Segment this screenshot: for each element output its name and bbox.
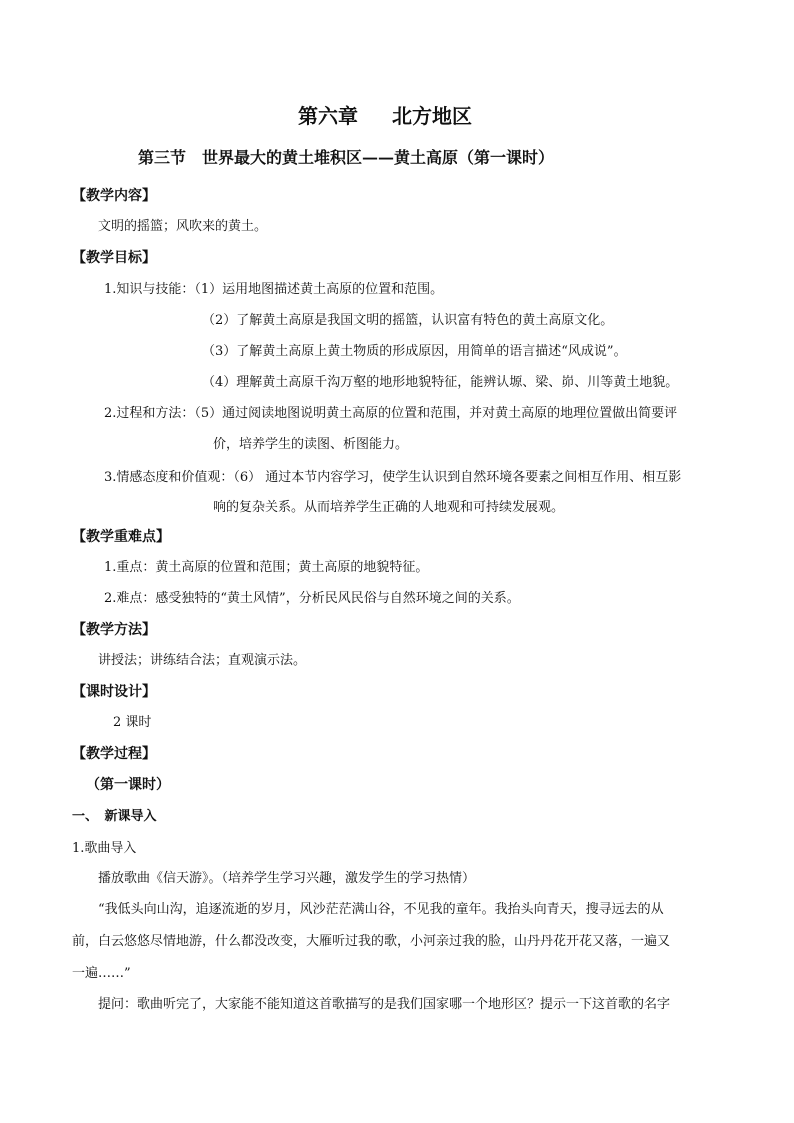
- lyric-line-1: “我低头向山沟，追逐流逝的岁月，风沙茫茫满山谷，不见我的童年。我抬头向青天，搜寻远去的从: [98, 902, 664, 917]
- goal-4: （4）理解黄土高原千沟万壑的地形地貌特征，能辨认塬、梁、峁、川等黄土地貌。: [202, 375, 679, 390]
- play-song: 播放歌曲《信天游》。（培养学生学习兴趣，激发学生的学习热情）: [98, 871, 476, 886]
- chapter-title: [298, 104, 472, 128]
- heading-content: 【教学内容】: [72, 188, 156, 204]
- heading-methods: 【教学方法】: [72, 622, 156, 638]
- key-point-1: 1.重点：黄土高原的位置和范围；黄土高原的地貌特征。: [104, 560, 429, 575]
- goal-6-line-1: 3.情感态度和价值观：（6） 通过本节内容学习，使学生认识到自然环境各要素之间相互作用、相互影: [104, 470, 682, 485]
- goal-6-line-2: 响的复杂关系。从而培养学生正确的人地观和可持续发展观。: [213, 500, 565, 515]
- question-text: 提问：歌曲听完了，大家能不能知道这首歌描写的是我们国家哪一个地形区？提示一下这首歌的名字: [98, 997, 671, 1012]
- lyric-line-3: 一遍……”: [72, 966, 131, 981]
- heading-process: 【教学过程】: [72, 746, 156, 762]
- chapter-region: 北方地区: [392, 104, 472, 128]
- content-text: 文明的摇篮；风吹来的黄土。: [98, 219, 268, 234]
- goal-2: （2）了解黄土高原是我国文明的摇篮，认识富有特色的黄土高原文化。: [202, 313, 614, 328]
- methods-text: 讲授法；讲练结合法；直观演示法。: [98, 653, 307, 668]
- lyric-line-2: 前，白云悠悠尽情地游，什么都没改变，大雁听过我的歌，小河亲过我的脸，山丹丹花开花又落，一遍又: [72, 934, 671, 949]
- goal-1: 1.知识与技能：（1）运用地图描述黄土高原的位置和范围。: [104, 282, 444, 297]
- chapter-number: 第六章: [298, 104, 358, 128]
- goal-5-line-1: 2.过程和方法：（5）通过阅读地图说明黄土高原的位置和范围，并对黄土高原的地理位置做出简要评: [104, 406, 678, 421]
- goal-3: （3）了解黄土高原上黄土物质的形成原因，用简单的语言描述“风成说”。: [202, 344, 627, 359]
- design-text: 2 课时: [113, 715, 152, 730]
- lesson-label: （第一课时）: [86, 777, 170, 793]
- heading-goals: 【教学目标】: [72, 250, 156, 266]
- heading-design: 【课时设计】: [72, 684, 156, 700]
- section-title: 第三节 世界最大的黄土堆积区——黄土高原（第一课时）: [138, 148, 555, 167]
- heading-key-points: 【教学重难点】: [72, 529, 170, 545]
- section-1-title: 一、 新课导入: [72, 809, 157, 824]
- key-point-2: 2.难点：感受独特的“黄土风情”，分析民风民俗与自然环境之间的关系。: [104, 591, 520, 606]
- step-1: 1.歌曲导入: [72, 841, 137, 856]
- goal-5-line-2: 价，培养学生的读图、析图能力。: [213, 437, 409, 452]
